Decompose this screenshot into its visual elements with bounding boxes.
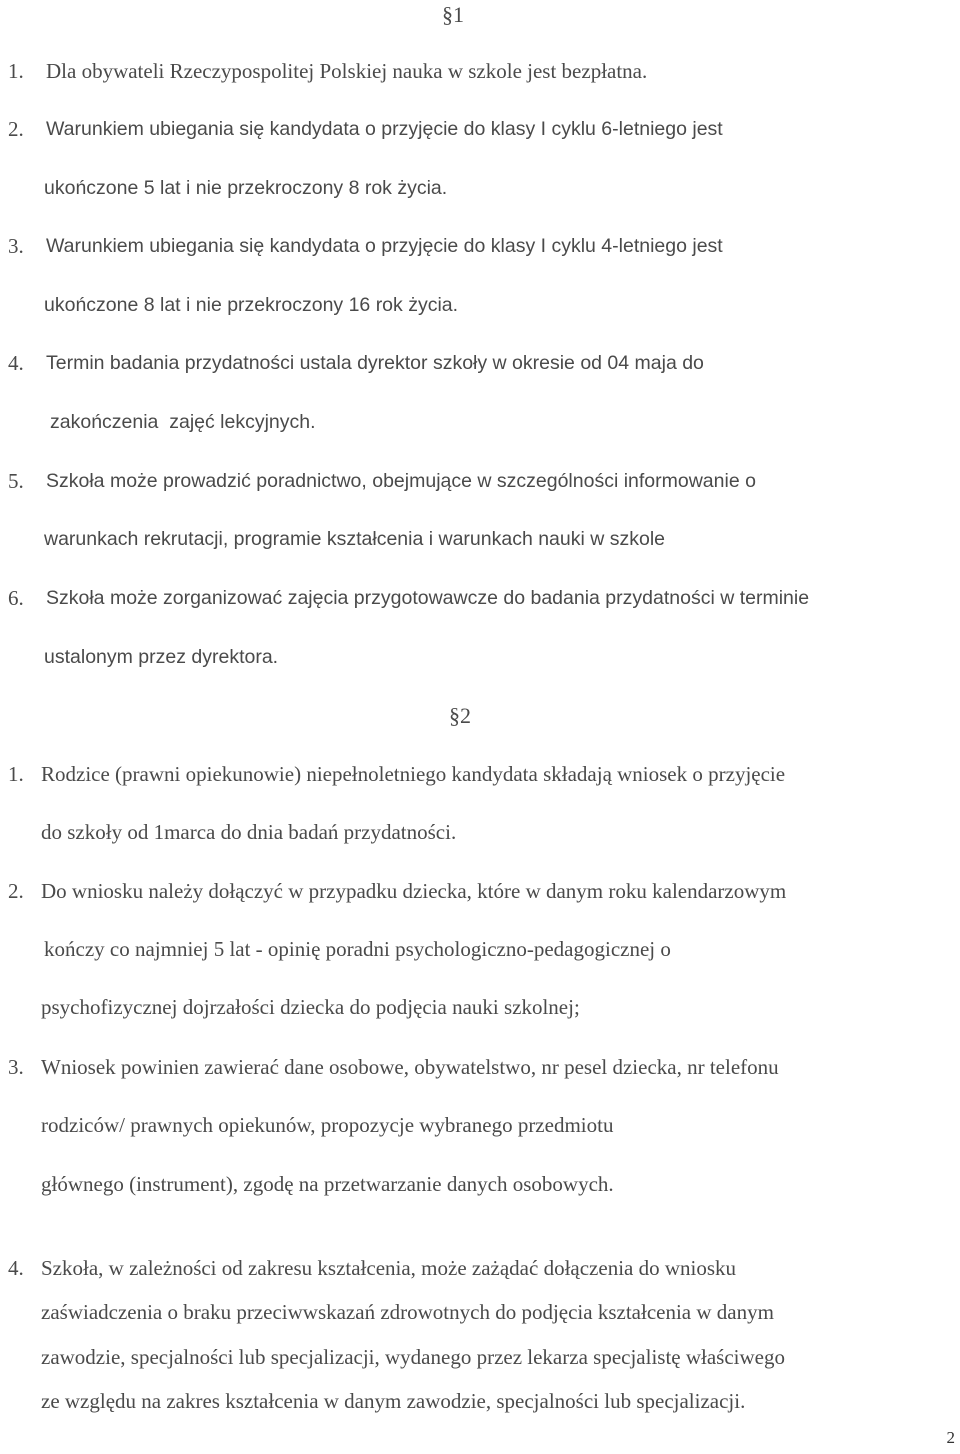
s2-item-4-number: 4. xyxy=(8,1256,24,1280)
s1-item-5-number: 5. xyxy=(8,469,24,493)
s2-item-2-number: 2. xyxy=(8,879,24,903)
s2-item-2-line-2: kończy co najmniej 5 lat - opinię poradni psychologiczno-pedagogicznej o xyxy=(44,937,671,961)
s2-item-2-line-3: psychofizycznej dojrzałości dziecka do podjęcia nauki szkolnej; xyxy=(41,995,580,1019)
s1-item-4-line-1: Termin badania przydatności ustala dyrektor szkoły w okresie od 04 maja do xyxy=(46,352,704,374)
s2-item-3-line-3: głównego (instrument), zgodę na przetwarzanie danych osobowych. xyxy=(41,1172,614,1196)
s1-item-1-number: 1. xyxy=(8,59,24,83)
s2-item-1-number: 1. xyxy=(8,762,24,786)
s1-item-2-line-1: Warunkiem ubiegania się kandydata o przyjęcie do klasy I cyklu 6-letniego jest xyxy=(46,118,723,140)
s1-item-5-line-2: warunkach rekrutacji, programie kształcenia i warunkach nauki w szkole xyxy=(44,528,666,550)
s2-item-3-line-1: Wniosek powinien zawierać dane osobowe, obywatelstwo, nr pesel dziecka, nr telefonu xyxy=(41,1055,779,1079)
s2-item-4-line-3: zawodzie, specjalności lub specjalizacji, wydanego przez lekarza specjalistę właściwego xyxy=(41,1345,785,1369)
s1-item-6-line-2: ustalonym przez dyrektora. xyxy=(44,646,279,668)
s2-item-3-line-2: rodziców/ prawnych opiekunów, propozycje wybranego przedmiotu xyxy=(41,1113,614,1137)
s1-item-5-line-1: Szkoła może prowadzić poradnictwo, obejmujące w szczególności informowanie o xyxy=(46,470,756,492)
section-1-heading: §1 xyxy=(442,2,464,27)
s1-item-1-line-1: Dla obywateli Rzeczypospolitej Polskiej nauka w szkole jest bezpłatna. xyxy=(46,59,648,83)
page-number: 2 xyxy=(946,1428,955,1447)
s2-item-4-line-2: zaświadczenia o braku przeciwwskazań zdrowotnych do podjęcia kształcenia w danym xyxy=(41,1300,774,1324)
s1-item-6-line-1: Szkoła może zorganizować zajęcia przygotowawcze do badania przydatności w terminie xyxy=(46,587,810,609)
s1-item-3-line-1: Warunkiem ubiegania się kandydata o przyjęcie do klasy I cyklu 4-letniego jest xyxy=(46,235,723,257)
s1-item-3-line-2: ukończone 8 lat i nie przekroczony 16 rok życia. xyxy=(44,294,459,316)
s2-item-1-line-2: do szkoły od 1marca do dnia badań przydatności. xyxy=(41,820,457,844)
section-2-heading: §2 xyxy=(449,703,471,728)
s1-item-2-line-2: ukończone 5 lat i nie przekroczony 8 rok życia. xyxy=(44,177,448,199)
s1-item-6-number: 6. xyxy=(8,586,24,610)
s1-item-3-number: 3. xyxy=(8,234,24,258)
s1-item-2-number: 2. xyxy=(8,117,24,141)
s2-item-4-line-1: Szkoła, w zależności od zakresu kształcenia, może zażądać dołączenia do wniosku xyxy=(41,1256,737,1280)
s1-item-4-line-2: zakończenia zajęć lekcyjnych. xyxy=(50,411,316,433)
s2-item-4-line-4: ze względu na zakres kształcenia w danym zawodzie, specjalności lub specjalizacji. xyxy=(41,1389,746,1413)
s2-item-2-line-1: Do wniosku należy dołączyć w przypadku dziecka, które w danym roku kalendarzowym xyxy=(41,879,787,903)
s2-item-3-number: 3. xyxy=(8,1055,24,1079)
s2-item-1-line-1: Rodzice (prawni opiekunowie) niepełnoletniego kandydata składają wniosek o przyjęcie xyxy=(41,762,786,786)
s1-item-4-number: 4. xyxy=(8,351,24,375)
